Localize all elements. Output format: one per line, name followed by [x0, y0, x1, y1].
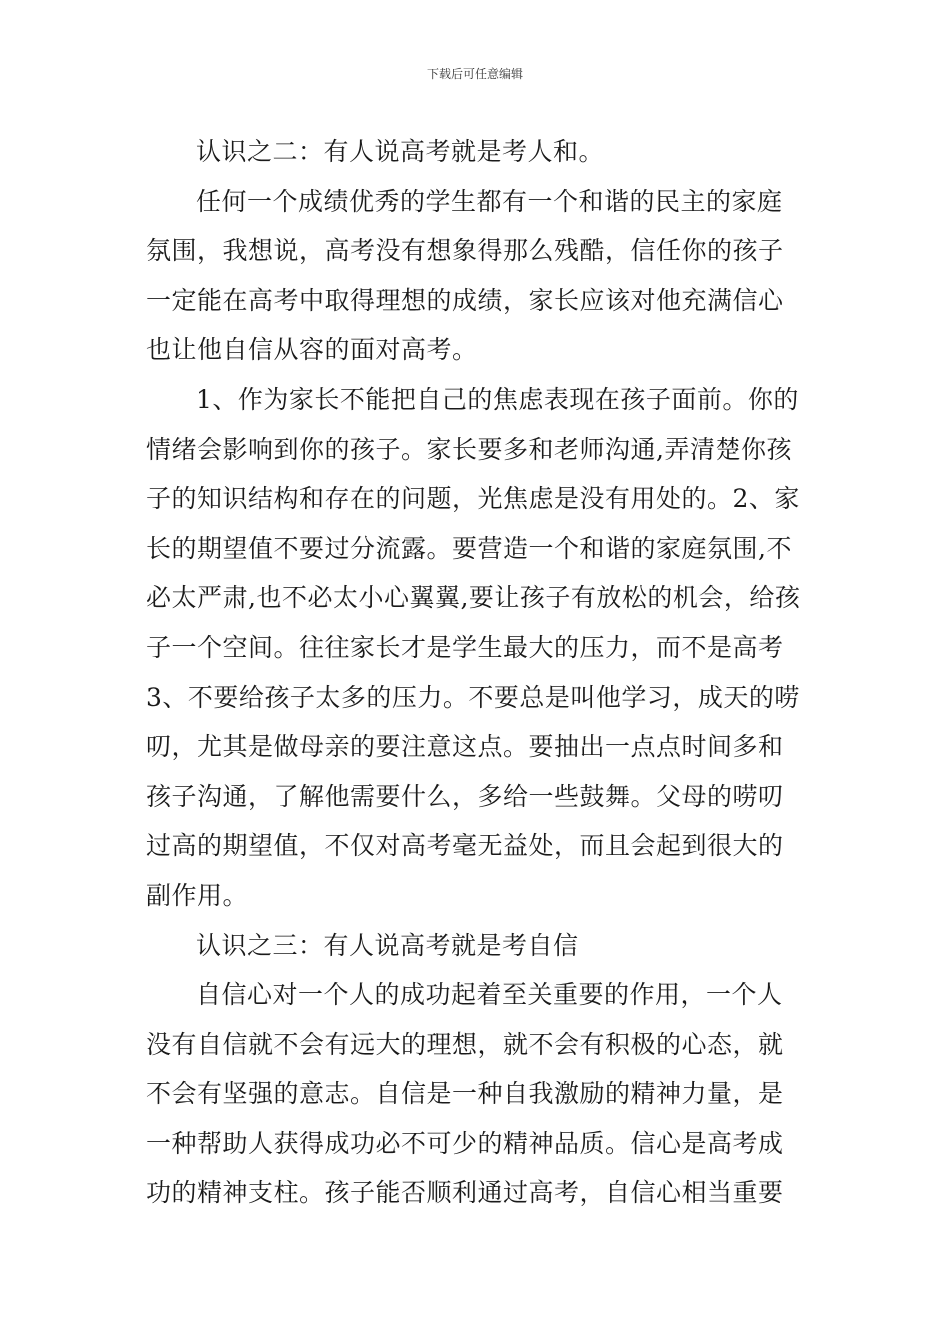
paragraph-line: 3、不要给孩子太多的压力。不要总是叫他学习，成天的唠 [146, 682, 800, 712]
section-heading-3: 认识之三：有人说高考就是考自信 [196, 930, 579, 960]
paragraph-line: 情绪会影响到你的孩子。家长要多和老师沟通,弄清楚你孩 [146, 434, 792, 464]
paragraph-line: 一定能在高考中取得理想的成绩，家长应该对他充满信心 [146, 285, 784, 315]
paragraph-line: 子一个空间。往往家长才是学生最大的压力，而不是高考 [146, 632, 784, 662]
paragraph-line: 没有自信就不会有远大的理想，就不会有积极的心态，就 [146, 1029, 784, 1059]
paragraph-line: 任何一个成绩优秀的学生都有一个和谐的民主的家庭 [196, 186, 783, 216]
paragraph-line: 孩子沟通，了解他需要什么，多给一些鼓舞。父母的唠叨 [146, 781, 784, 811]
paragraph-line: 自信心对一个人的成功起着至关重要的作用，一个人 [196, 980, 783, 1010]
paragraph-line: 不会有坚强的意志。自信是一种自我激励的精神力量，是 [146, 1079, 784, 1109]
paragraph-line: 必太严肃,也不必太小心翼翼,要让孩子有放松的机会，给孩 [146, 583, 801, 613]
paragraph-line: 也让他自信从容的面对高考。 [146, 335, 478, 365]
paragraph-line: 1、作为家长不能把自己的焦虑表现在孩子面前。你的 [196, 384, 799, 414]
section-heading-2: 认识之二：有人说高考就是考人和。 [196, 137, 605, 166]
paragraph-line: 长的期望值不要过分流露。要营造一个和谐的家庭氛围,不 [146, 533, 792, 563]
paragraph-line: 功的精神支柱。孩子能否顺利通过高考，自信心相当重要 [146, 1178, 784, 1208]
paragraph-line: 过高的期望值，不仅对高考毫无益处，而且会起到很大的 [146, 831, 784, 861]
paragraph-line: 副作用。 [146, 880, 249, 910]
page-header: 下载后可任意编辑 [426, 67, 523, 81]
document-body [146, 127, 806, 1218]
paragraph-line: 一种帮助人获得成功必不可少的精神品质。信心是高考成 [146, 1128, 784, 1158]
paragraph-line: 叨，尤其是做母亲的要注意这点。要抽出一点点时间多和 [146, 732, 784, 762]
paragraph-line: 子的知识结构和存在的问题，光焦虑是没有用处的。2、家 [146, 484, 800, 514]
paragraph-line: 氛围，我想说，高考没有想象得那么残酷，信任你的孩子 [146, 236, 784, 266]
